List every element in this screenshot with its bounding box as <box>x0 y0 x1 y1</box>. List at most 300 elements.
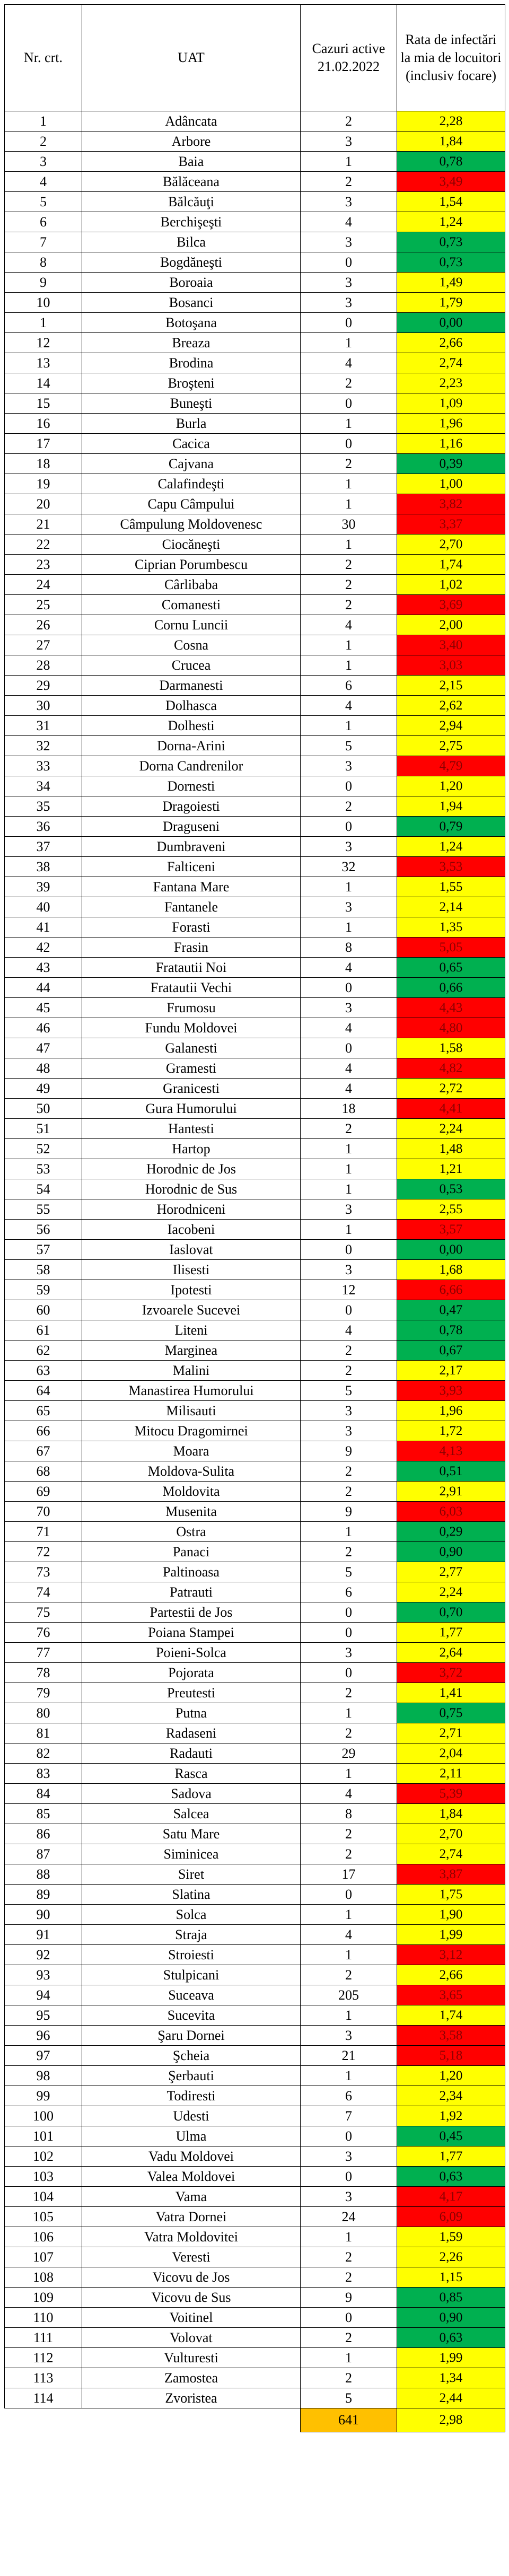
table-row <box>5 2046 505 2066</box>
row-cases-cell: 9 <box>301 2288 397 2308</box>
table-row <box>5 776 505 796</box>
table-row <box>5 2086 505 2106</box>
row-cases-cell: 29 <box>301 1743 397 1764</box>
row-uat-cell: Malini <box>82 1361 301 1381</box>
row-uat-cell: Zamostea <box>82 2368 301 2388</box>
row-uat-cell: Stulpicani <box>82 1965 301 1985</box>
row-uat-cell: Gramesti <box>82 1058 301 1079</box>
row-uat-cell: Arbore <box>82 132 301 152</box>
row-nr-cell: 56 <box>5 1220 82 1240</box>
table-row <box>5 1522 505 1542</box>
row-cases-cell: 2 <box>301 575 397 595</box>
row-rate-cell: 2,11 <box>397 1764 505 1784</box>
row-uat-cell: Pojorata <box>82 1663 301 1683</box>
row-uat-cell: Dornesti <box>82 776 301 796</box>
row-cases-cell: 2 <box>301 1361 397 1381</box>
table-row <box>5 1038 505 1058</box>
table-footer <box>5 2408 505 2432</box>
row-cases-cell: 1 <box>301 535 397 555</box>
table-row <box>5 1099 505 1119</box>
row-uat-cell: Vatra Moldovitei <box>82 2227 301 2247</box>
row-cases-cell: 1 <box>301 333 397 353</box>
row-rate-cell: 2,75 <box>397 736 505 756</box>
row-rate-cell: 3,40 <box>397 635 505 655</box>
table-row <box>5 2288 505 2308</box>
row-nr-cell: 105 <box>5 2207 82 2227</box>
row-uat-cell: Patrauti <box>82 1582 301 1602</box>
row-nr-cell: 20 <box>5 494 82 514</box>
table-row <box>5 2167 505 2187</box>
row-nr-cell: 87 <box>5 1844 82 1864</box>
row-nr-cell: 41 <box>5 917 82 937</box>
row-uat-cell: Cajvana <box>82 454 301 474</box>
table-row <box>5 252 505 273</box>
row-uat-cell: Valea Moldovei <box>82 2167 301 2187</box>
table-row <box>5 1502 505 1522</box>
row-nr-cell: 47 <box>5 1038 82 1058</box>
row-rate-cell: 1,68 <box>397 1260 505 1280</box>
row-rate-cell: 3,37 <box>397 514 505 535</box>
table-row <box>5 1260 505 1280</box>
row-cases-cell: 2 <box>301 1723 397 1743</box>
table-row <box>5 1139 505 1159</box>
row-cases-cell: 9 <box>301 1441 397 1461</box>
row-rate-cell: 2,94 <box>397 716 505 736</box>
row-cases-cell: 3 <box>301 192 397 212</box>
table-row <box>5 1764 505 1784</box>
table-row <box>5 676 505 696</box>
row-cases-cell: 4 <box>301 958 397 978</box>
row-uat-cell: Liteni <box>82 1320 301 1340</box>
row-nr-cell: 95 <box>5 2005 82 2026</box>
row-rate-cell: 0,66 <box>397 978 505 998</box>
row-uat-cell: Hartop <box>82 1139 301 1159</box>
header-uat: UAT <box>82 5 301 111</box>
table-row <box>5 817 505 837</box>
row-uat-cell: Fundu Moldovei <box>82 1018 301 1038</box>
row-rate-cell: 0,00 <box>397 313 505 333</box>
row-uat-cell: Dragoiesti <box>82 796 301 817</box>
row-rate-cell: 1,84 <box>397 1804 505 1824</box>
row-rate-cell: 0,47 <box>397 1300 505 1320</box>
row-uat-cell: Satu Mare <box>82 1824 301 1844</box>
row-uat-cell: Volovat <box>82 2328 301 2348</box>
row-rate-cell: 1,09 <box>397 393 505 414</box>
row-nr-cell: 9 <box>5 273 82 293</box>
row-cases-cell: 0 <box>301 2126 397 2146</box>
row-nr-cell: 28 <box>5 655 82 676</box>
row-cases-cell: 3 <box>301 1421 397 1441</box>
row-cases-cell: 4 <box>301 1784 397 1804</box>
row-nr-cell: 35 <box>5 796 82 817</box>
table-row <box>5 1300 505 1320</box>
row-rate-cell: 1,59 <box>397 2227 505 2247</box>
row-uat-cell: Horodniceni <box>82 1199 301 1220</box>
row-nr-cell: 38 <box>5 857 82 877</box>
row-cases-cell: 2 <box>301 1340 397 1361</box>
row-cases-cell: 2 <box>301 1965 397 1985</box>
row-nr-cell: 8 <box>5 252 82 273</box>
row-rate-cell: 3,65 <box>397 1985 505 2005</box>
row-cases-cell: 1 <box>301 1703 397 1723</box>
row-rate-cell: 1,35 <box>397 917 505 937</box>
row-rate-cell: 1,54 <box>397 192 505 212</box>
row-rate-cell: 3,58 <box>397 2026 505 2046</box>
table-row <box>5 414 505 434</box>
row-nr-cell: 89 <box>5 1885 82 1905</box>
row-uat-cell: Cosna <box>82 635 301 655</box>
table-row <box>5 514 505 535</box>
row-uat-cell: Fantanele <box>82 897 301 917</box>
row-rate-cell: 2,44 <box>397 2388 505 2408</box>
row-uat-cell: Şaru Dornei <box>82 2026 301 2046</box>
row-nr-cell: 40 <box>5 897 82 917</box>
row-uat-cell: Salcea <box>82 1804 301 1824</box>
row-cases-cell: 6 <box>301 676 397 696</box>
row-rate-cell: 1,92 <box>397 2106 505 2126</box>
row-rate-cell: 1,58 <box>397 1038 505 1058</box>
row-cases-cell: 4 <box>301 353 397 373</box>
table-row <box>5 958 505 978</box>
table-row <box>5 1925 505 1945</box>
row-cases-cell: 8 <box>301 937 397 958</box>
table-row <box>5 1643 505 1663</box>
row-nr-cell: 10 <box>5 293 82 313</box>
row-uat-cell: Horodnic de Jos <box>82 1159 301 1179</box>
row-uat-cell: Boroaia <box>82 273 301 293</box>
row-nr-cell: 64 <box>5 1381 82 1401</box>
row-cases-cell: 2 <box>301 2267 397 2288</box>
row-uat-cell: Draguseni <box>82 817 301 837</box>
table-row <box>5 293 505 313</box>
row-nr-cell: 97 <box>5 2046 82 2066</box>
row-uat-cell: Broşteni <box>82 373 301 393</box>
row-rate-cell: 0,63 <box>397 2167 505 2187</box>
row-rate-cell: 1,24 <box>397 837 505 857</box>
row-cases-cell: 2 <box>301 1482 397 1502</box>
row-rate-cell: 4,79 <box>397 756 505 776</box>
row-nr-cell: 53 <box>5 1159 82 1179</box>
row-rate-cell: 1,96 <box>397 1401 505 1421</box>
row-uat-cell: Stroiesti <box>82 1945 301 1965</box>
table-row <box>5 1804 505 1824</box>
row-nr-cell: 44 <box>5 978 82 998</box>
row-uat-cell: Marginea <box>82 1340 301 1361</box>
row-cases-cell: 4 <box>301 1320 397 1340</box>
total-blank-nr <box>5 2408 82 2432</box>
row-rate-cell: 2,70 <box>397 1824 505 1844</box>
row-uat-cell: Bălcăuţi <box>82 192 301 212</box>
row-rate-cell: 1,77 <box>397 1623 505 1643</box>
table-row <box>5 2227 505 2247</box>
row-uat-cell: Falticeni <box>82 857 301 877</box>
table-row <box>5 111 505 132</box>
table-header <box>5 5 505 111</box>
row-cases-cell: 8 <box>301 1804 397 1824</box>
row-nr-cell: 13 <box>5 353 82 373</box>
row-cases-cell: 2 <box>301 2328 397 2348</box>
row-rate-cell: 1,99 <box>397 1925 505 1945</box>
row-cases-cell: 0 <box>301 1240 397 1260</box>
row-uat-cell: Radaseni <box>82 1723 301 1743</box>
table-row <box>5 1361 505 1381</box>
row-rate-cell: 3,72 <box>397 1663 505 1683</box>
table-row <box>5 2066 505 2086</box>
row-rate-cell: 3,82 <box>397 494 505 514</box>
row-cases-cell: 0 <box>301 1300 397 1320</box>
row-cases-cell: 1 <box>301 1522 397 1542</box>
row-rate-cell: 6,66 <box>397 1280 505 1300</box>
row-cases-cell: 1 <box>301 1905 397 1925</box>
row-cases-cell: 4 <box>301 212 397 232</box>
row-uat-cell: Suceava <box>82 1985 301 2005</box>
row-rate-cell: 1,21 <box>397 1159 505 1179</box>
table-row <box>5 373 505 393</box>
row-nr-cell: 52 <box>5 1139 82 1159</box>
header-row <box>5 5 505 111</box>
table-row <box>5 1199 505 1220</box>
row-uat-cell: Cornu Luncii <box>82 615 301 635</box>
table-row <box>5 2026 505 2046</box>
total-blank-uat <box>82 2408 301 2432</box>
row-cases-cell: 17 <box>301 1864 397 1885</box>
row-cases-cell: 0 <box>301 776 397 796</box>
row-uat-cell: Bosanci <box>82 293 301 313</box>
row-rate-cell: 3,53 <box>397 857 505 877</box>
row-rate-cell: 2,62 <box>397 696 505 716</box>
row-uat-cell: Dumbraveni <box>82 837 301 857</box>
row-rate-cell: 2,23 <box>397 373 505 393</box>
row-cases-cell: 1 <box>301 2066 397 2086</box>
row-cases-cell: 3 <box>301 998 397 1018</box>
row-rate-cell: 1,24 <box>397 212 505 232</box>
row-nr-cell: 109 <box>5 2288 82 2308</box>
row-uat-cell: Sadova <box>82 1784 301 1804</box>
row-cases-cell: 0 <box>301 252 397 273</box>
row-uat-cell: Gura Humorului <box>82 1099 301 1119</box>
row-cases-cell: 0 <box>301 2308 397 2328</box>
row-uat-cell: Partestii de Jos <box>82 1602 301 1623</box>
table-row <box>5 1623 505 1643</box>
total-active-cases: 641 <box>301 2408 397 2432</box>
row-cases-cell: 2 <box>301 1824 397 1844</box>
row-rate-cell: 3,87 <box>397 1864 505 1885</box>
row-cases-cell: 3 <box>301 756 397 776</box>
row-cases-cell: 0 <box>301 1602 397 1623</box>
row-rate-cell: 3,49 <box>397 172 505 192</box>
row-nr-cell: 100 <box>5 2106 82 2126</box>
row-rate-cell: 2,77 <box>397 1562 505 1582</box>
row-rate-cell: 1,94 <box>397 796 505 817</box>
row-cases-cell: 2 <box>301 454 397 474</box>
row-nr-cell: 2 <box>5 132 82 152</box>
table-row <box>5 2328 505 2348</box>
row-uat-cell: Todiresti <box>82 2086 301 2106</box>
row-rate-cell: 1,90 <box>397 1905 505 1925</box>
row-rate-cell: 2,17 <box>397 1361 505 1381</box>
row-nr-cell: 103 <box>5 2167 82 2187</box>
row-uat-cell: Breaza <box>82 333 301 353</box>
row-uat-cell: Hantesti <box>82 1119 301 1139</box>
row-cases-cell: 2 <box>301 2368 397 2388</box>
row-rate-cell: 2,34 <box>397 2086 505 2106</box>
row-rate-cell: 6,09 <box>397 2207 505 2227</box>
row-cases-cell: 18 <box>301 1099 397 1119</box>
table-row <box>5 2126 505 2146</box>
row-nr-cell: 42 <box>5 937 82 958</box>
row-cases-cell: 2 <box>301 1461 397 1482</box>
row-cases-cell: 205 <box>301 1985 397 2005</box>
row-nr-cell: 110 <box>5 2308 82 2328</box>
table-row <box>5 1058 505 1079</box>
row-nr-cell: 75 <box>5 1602 82 1623</box>
row-cases-cell: 12 <box>301 1280 397 1300</box>
row-cases-cell: 3 <box>301 232 397 252</box>
row-nr-cell: 37 <box>5 837 82 857</box>
header-active-cases: Cazuri active 21.02.2022 <box>301 5 397 111</box>
row-uat-cell: Iacobeni <box>82 1220 301 1240</box>
row-nr-cell: 1 <box>5 111 82 132</box>
row-uat-cell: Rasca <box>82 1764 301 1784</box>
row-cases-cell: 3 <box>301 273 397 293</box>
table-row <box>5 1421 505 1441</box>
row-uat-cell: Preutesti <box>82 1683 301 1703</box>
row-nr-cell: 76 <box>5 1623 82 1643</box>
table-row <box>5 1965 505 1985</box>
row-nr-cell: 29 <box>5 676 82 696</box>
row-rate-cell: 0,90 <box>397 2308 505 2328</box>
row-nr-cell: 99 <box>5 2086 82 2106</box>
table-row <box>5 232 505 252</box>
row-rate-cell: 2,66 <box>397 333 505 353</box>
row-rate-cell: 1,49 <box>397 273 505 293</box>
row-cases-cell: 32 <box>301 857 397 877</box>
table-row <box>5 2005 505 2026</box>
row-nr-cell: 23 <box>5 555 82 575</box>
row-cases-cell: 2 <box>301 373 397 393</box>
row-cases-cell: 0 <box>301 434 397 454</box>
row-nr-cell: 71 <box>5 1522 82 1542</box>
row-rate-cell: 1,79 <box>397 293 505 313</box>
row-uat-cell: Moara <box>82 1441 301 1461</box>
row-uat-cell: Slatina <box>82 1885 301 1905</box>
row-nr-cell: 51 <box>5 1119 82 1139</box>
row-uat-cell: Fratautii Vechi <box>82 978 301 998</box>
row-cases-cell: 2 <box>301 796 397 817</box>
row-nr-cell: 12 <box>5 333 82 353</box>
row-rate-cell: 2,74 <box>397 353 505 373</box>
row-uat-cell: Siminicea <box>82 1844 301 1864</box>
row-uat-cell: Darmanesti <box>82 676 301 696</box>
row-nr-cell: 108 <box>5 2267 82 2288</box>
row-nr-cell: 65 <box>5 1401 82 1421</box>
row-uat-cell: Ostra <box>82 1522 301 1542</box>
row-cases-cell: 2 <box>301 111 397 132</box>
row-rate-cell: 2,72 <box>397 1079 505 1099</box>
row-nr-cell: 80 <box>5 1703 82 1723</box>
row-uat-cell: Şcheia <box>82 2046 301 2066</box>
table-row <box>5 1703 505 1723</box>
row-nr-cell: 94 <box>5 1985 82 2005</box>
row-cases-cell: 2 <box>301 172 397 192</box>
table-row <box>5 1824 505 1844</box>
row-uat-cell: Mitocu Dragomirnei <box>82 1421 301 1441</box>
table-row <box>5 494 505 514</box>
table-body <box>5 111 505 2408</box>
row-uat-cell: Udesti <box>82 2106 301 2126</box>
row-uat-cell: Botoşana <box>82 313 301 333</box>
row-rate-cell: 5,18 <box>397 2046 505 2066</box>
row-uat-cell: Panaci <box>82 1542 301 1562</box>
row-cases-cell: 1 <box>301 1179 397 1199</box>
row-rate-cell: 4,13 <box>397 1441 505 1461</box>
row-cases-cell: 2 <box>301 2247 397 2267</box>
table-row <box>5 917 505 937</box>
row-rate-cell: 4,80 <box>397 1018 505 1038</box>
row-cases-cell: 3 <box>301 2187 397 2207</box>
row-cases-cell: 1 <box>301 635 397 655</box>
row-rate-cell: 0,45 <box>397 2126 505 2146</box>
row-uat-cell: Fantana Mare <box>82 877 301 897</box>
row-cases-cell: 3 <box>301 1401 397 1421</box>
row-nr-cell: 33 <box>5 756 82 776</box>
row-uat-cell: Siret <box>82 1864 301 1885</box>
row-cases-cell: 5 <box>301 1562 397 1582</box>
row-cases-cell: 2 <box>301 595 397 615</box>
table-row <box>5 1582 505 1602</box>
row-uat-cell: Bogdăneşti <box>82 252 301 273</box>
row-uat-cell: Voitinel <box>82 2308 301 2328</box>
table-row <box>5 575 505 595</box>
row-uat-cell: Buneşti <box>82 393 301 414</box>
row-cases-cell: 21 <box>301 2046 397 2066</box>
row-nr-cell: 62 <box>5 1340 82 1361</box>
row-uat-cell: Burla <box>82 414 301 434</box>
table-row <box>5 2388 505 2408</box>
table-row <box>5 696 505 716</box>
row-nr-cell: 18 <box>5 454 82 474</box>
row-rate-cell: 0,79 <box>397 817 505 837</box>
table-row <box>5 132 505 152</box>
row-uat-cell: Moldova-Sulita <box>82 1461 301 1482</box>
row-nr-cell: 98 <box>5 2066 82 2086</box>
row-uat-cell: Putna <box>82 1703 301 1723</box>
row-uat-cell: Granicesti <box>82 1079 301 1099</box>
row-nr-cell: 15 <box>5 393 82 414</box>
table-row <box>5 555 505 575</box>
row-uat-cell: Ulma <box>82 2126 301 2146</box>
row-nr-cell: 111 <box>5 2328 82 2348</box>
row-nr-cell: 57 <box>5 1240 82 1260</box>
row-cases-cell: 1 <box>301 152 397 172</box>
row-cases-cell: 30 <box>301 514 397 535</box>
row-cases-cell: 4 <box>301 1018 397 1038</box>
row-rate-cell: 2,66 <box>397 1965 505 1985</box>
table-row <box>5 1381 505 1401</box>
row-uat-cell: Comanesti <box>82 595 301 615</box>
row-nr-cell: 32 <box>5 736 82 756</box>
table-row <box>5 1602 505 1623</box>
row-cases-cell: 1 <box>301 2005 397 2026</box>
row-uat-cell: Vadu Moldovei <box>82 2146 301 2167</box>
row-rate-cell: 3,93 <box>397 1381 505 1401</box>
row-uat-cell: Straja <box>82 1925 301 1945</box>
row-cases-cell: 0 <box>301 1623 397 1643</box>
row-nr-cell: 43 <box>5 958 82 978</box>
row-uat-cell: Ilisesti <box>82 1260 301 1280</box>
table-row <box>5 474 505 494</box>
row-cases-cell: 3 <box>301 1260 397 1280</box>
